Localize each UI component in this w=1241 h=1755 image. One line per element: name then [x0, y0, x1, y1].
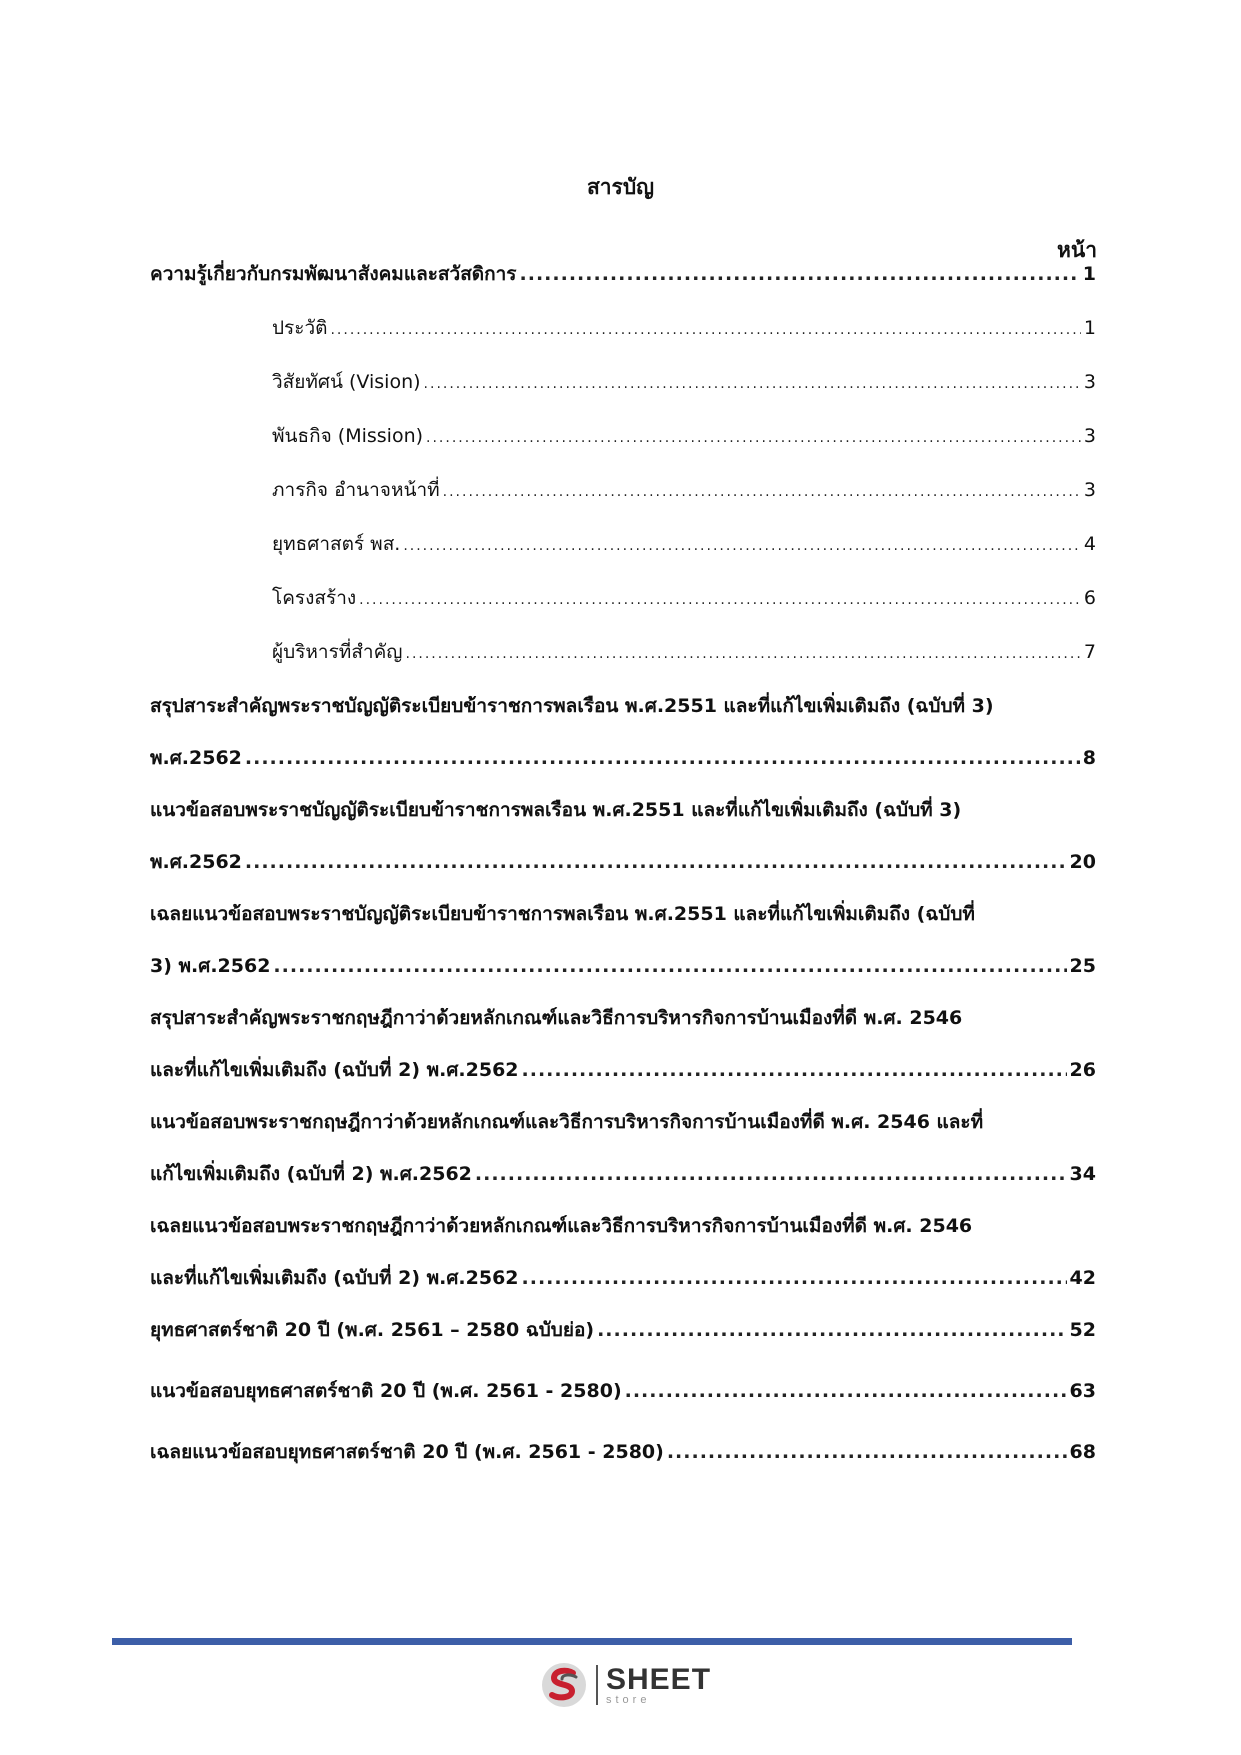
sheet-store-logo [540, 1661, 711, 1709]
leader-dots [597, 1320, 1066, 1340]
logo-brand-sub: store [606, 1693, 651, 1706]
toc-page-number: 34 [1069, 1163, 1096, 1185]
toc-entry-title: เฉลยแนวข้อสอบยุทธศาสตร์ชาติ 20 ปี (พ.ศ. 2561 - 2580) [150, 1441, 664, 1463]
toc-entry[interactable] [150, 264, 1096, 284]
toc-entry-title-cont: และที่แก้ไขเพิ่มเติมถึง (ฉบับที่ 2) พ.ศ.2562 [150, 1267, 519, 1289]
toc-entry-title: เฉลยแนวข้อสอบพระราชบัญญัติระเบียบข้าราชการพลเรือน พ.ศ.2551 และที่แก้ไขเพิ่มเติมถึง (ฉบับที่ [150, 903, 975, 925]
toc-entry[interactable] [150, 1008, 1096, 1080]
sheet-store-logo-icon [540, 1661, 588, 1709]
toc-page-number: 1 [1082, 263, 1096, 285]
toc-entry-title: สรุปสาระสำคัญพระราชบัญญัติระเบียบข้าราชการพลเรือน พ.ศ.2551 และที่แก้ไขเพิ่มเติมถึง (ฉบับที่ 3) [150, 695, 994, 717]
logo-wordmark [606, 1662, 712, 1706]
toc-subentry[interactable] [272, 642, 1096, 662]
toc-page-number: 3 [1083, 425, 1096, 447]
toc-page-number: 25 [1069, 955, 1096, 977]
toc-entry[interactable] [150, 1112, 1096, 1184]
toc-page-number: 3 [1083, 371, 1096, 393]
toc-entry-title-cont: พ.ศ.2562 [150, 747, 242, 769]
toc-subentry[interactable] [272, 534, 1096, 554]
leader-dots [426, 428, 1081, 448]
toc-page-number: 52 [1069, 1319, 1096, 1341]
toc-entry[interactable] [150, 1216, 1096, 1288]
toc-entry-title: เฉลยแนวข้อสอบพระราชกฤษฎีกาว่าด้วยหลักเกณฑ์และวิธีการบริหารกิจการบ้านเมืองที่ดี พ.ศ. 2546 [150, 1215, 973, 1237]
leader-dots [330, 320, 1080, 340]
toc-entry-title: ความรู้เกี่ยวกับกรมพัฒนาสังคมและสวัสดิการ [150, 263, 517, 285]
toc-entry[interactable] [150, 696, 1096, 768]
toc-page-number: 26 [1069, 1059, 1096, 1081]
toc-page-number: 20 [1069, 851, 1096, 873]
toc-entry-title: ประวัติ [272, 317, 328, 339]
toc-entry-title: ยุทธศาสตร์ พส. [272, 533, 401, 555]
toc-entry-title-cont: 3) พ.ศ.2562 [150, 955, 271, 977]
toc-subentry[interactable] [272, 480, 1096, 500]
toc-page-number: 1 [1083, 317, 1096, 339]
leader-dots [520, 264, 1080, 284]
toc-entry[interactable] [150, 1381, 1096, 1401]
leader-dots [245, 748, 1080, 768]
toc-entry-title: พันธกิจ (Mission) [272, 425, 424, 447]
leader-dots [625, 1381, 1067, 1401]
leader-dots [403, 536, 1081, 556]
toc-page-number: 3 [1083, 479, 1096, 501]
toc-entry[interactable] [150, 904, 1096, 976]
toc-entry[interactable] [150, 1442, 1096, 1462]
toc-subentry[interactable] [272, 318, 1096, 338]
toc-page-number: 6 [1083, 587, 1096, 609]
page-title: สารบัญ [586, 175, 655, 199]
toc-subentry[interactable] [272, 588, 1096, 608]
logo-separator [596, 1665, 598, 1705]
leader-dots [359, 590, 1081, 610]
leader-dots [273, 956, 1066, 976]
toc-page-number: 4 [1083, 533, 1096, 555]
toc-entry-title: วิสัยทัศน์ (Vision) [272, 371, 421, 393]
leader-dots [443, 482, 1081, 502]
leader-dots [522, 1268, 1067, 1288]
toc-page-number: 63 [1069, 1380, 1096, 1402]
toc-entry-title: แนวข้อสอบพระราชบัญญัติระเบียบข้าราชการพลเรือน พ.ศ.2551 และที่แก้ไขเพิ่มเติมถึง (ฉบับที่ 3) [150, 799, 962, 821]
toc-entry[interactable] [150, 800, 1096, 872]
toc-entry-title: แนวข้อสอบยุทธศาสตร์ชาติ 20 ปี (พ.ศ. 2561 - 2580) [150, 1380, 622, 1402]
toc-entry-title: ยุทธศาสตร์ชาติ 20 ปี (พ.ศ. 2561 – 2580 ฉบับย่อ) [150, 1319, 595, 1341]
toc-entry-title: ผู้บริหารที่สำคัญ [272, 641, 403, 663]
toc-entry-title-cont: แก้ไขเพิ่มเติมถึง (ฉบับที่ 2) พ.ศ.2562 [150, 1163, 472, 1185]
leader-dots [522, 1060, 1067, 1080]
toc-entry-title: โครงสร้าง [272, 587, 357, 609]
toc-page-number: 8 [1082, 747, 1096, 769]
toc-page-number: 42 [1069, 1267, 1096, 1289]
toc-subentry[interactable] [272, 372, 1096, 392]
leader-dots [245, 852, 1067, 872]
leader-dots [475, 1164, 1067, 1184]
toc-entry-title: ภารกิจ อำนาจหน้าที่ [272, 479, 440, 501]
footer-divider [112, 1638, 1072, 1645]
toc-page-number: 7 [1083, 641, 1096, 663]
leader-dots [406, 644, 1081, 664]
toc-entry-title: สรุปสาระสำคัญพระราชกฤษฎีกาว่าด้วยหลักเกณฑ์และวิธีการบริหารกิจการบ้านเมืองที่ดี พ.ศ. 2546 [150, 1007, 963, 1029]
toc-subentry[interactable] [272, 426, 1096, 446]
leader-dots [667, 1442, 1067, 1462]
toc-entry-title: แนวข้อสอบพระราชกฤษฎีกาว่าด้วยหลักเกณฑ์และวิธีการบริหารกิจการบ้านเมืองที่ดี พ.ศ. 2546 และที่ [150, 1111, 984, 1133]
toc-page-number: 68 [1069, 1441, 1096, 1463]
toc-entry-title-cont: พ.ศ.2562 [150, 851, 242, 873]
toc-entry-title-cont: และที่แก้ไขเพิ่มเติมถึง (ฉบับที่ 2) พ.ศ.2562 [150, 1059, 519, 1081]
logo-brand-main: SHEET [606, 1662, 712, 1696]
leader-dots [424, 374, 1081, 394]
toc-entry[interactable] [150, 1320, 1096, 1340]
page-column-header: หน้า [1057, 238, 1097, 262]
